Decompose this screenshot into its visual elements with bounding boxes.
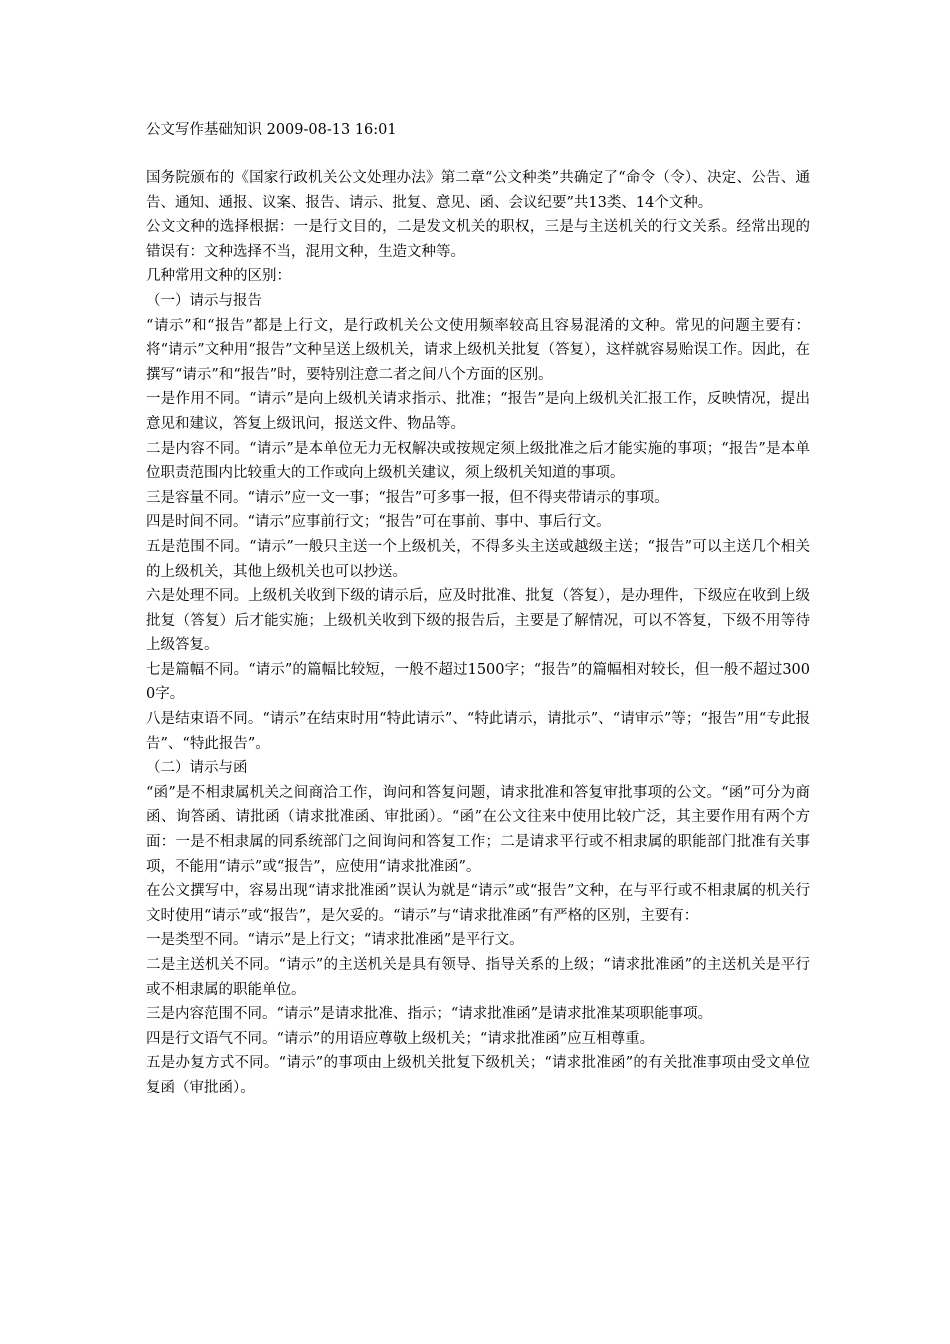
paragraph: “函”是不相隶属机关之间商洽工作，询问和答复问题，请求批准和答复审批事项的公文。“函”可分为商函、询答函、请批函（请求批准函、审批函）。“函”在公文往来中使用比较广泛，其主要作用有两个方面：一是不相隶属的同系统部门之间询问和答复工作；二是请求平行或不相隶属的职能部门批准有关事项，不能用“请示”或“报告”，应使用“请求批准函”。 (146, 784, 810, 875)
paragraph: 八是结束语不同。“请示”在结束时用“特此请示”、“特此请示，请批示”、“请审示”等；“报告”用“专此报告”、“特此报告”。 (146, 711, 810, 752)
paragraph: 四是时间不同。“请示”应事前行文；“报告”可在事前、事中、事后行文。 (146, 514, 611, 531)
paragraph: 二是主送机关不同。“请示”的主送机关是具有领导、指导关系的上级；“请求批准函”的主送机关是平行或不相隶属的职能单位。 (146, 957, 810, 998)
paragraph: 在公文撰写中，容易出现“请求批准函”误认为就是“请示”或“报告”文种，在与平行或不相隶属的机关行文时使用“请示”或“报告”，是欠妥的。“请示”与“请求批准函”有严格的区别，主要有： (146, 883, 810, 924)
document-body (146, 166, 810, 1101)
paragraph: 六是处理不同。上级机关收到下级的请示后，应及时批准、批复（答复），是办理件，下级应在收到上级批复（答复）后才能实施；上级机关收到下级的报告后，主要是了解情况，可以不答复，下级不用等待上级答复。 (146, 588, 810, 654)
document-title: 公文写作基础知识 2009-08-13 16:01 (146, 122, 397, 138)
paragraph: 三是容量不同。“请示”应一文一事；“报告”可多事一报，但不得夹带请示的事项。 (146, 489, 669, 506)
paragraph: 国务院颁布的《国家行政机关公文处理办法》第二章“公文种类”共确定了“命令（令）、决定、公告、通告、通知、通报、议案、报告、请示、批复、意见、函、会议纪要”共13类、14个文种。 (146, 170, 810, 211)
paragraph: “请示”和“报告”都是上行文，是行政机关公文使用频率较高且容易混淆的文种。常见的问题主要有：将“请示”文种用“报告”文种呈送上级机关，请求上级机关批复（答复），这样就容易贻误工作。因此，在撰写“请示”和“报告”时，要特别注意二者之间八个方面的区别。 (146, 317, 810, 383)
paragraph: 三是内容范围不同。“请示”是请求批准、指示；“请求批准函”是请求批准某项职能事项。 (146, 1006, 713, 1023)
paragraph: 一是类型不同。“请示”是上行文；“请求批准函”是平行文。 (146, 932, 524, 949)
paragraph: 四是行文语气不同。“请示”的用语应尊敬上级机关；“请求批准函”应互相尊重。 (146, 1030, 655, 1047)
paragraph: 一是作用不同。“请示”是向上级机关请求指示、批准；“报告”是向上级机关汇报工作，反映情况，提出意见和建议，答复上级讯问，报送文件、物品等。 (146, 391, 810, 432)
paragraph: 七是篇幅不同。“请示”的篇幅比较短，一般不超过1500字；“报告”的篇幅相对较长，但一般不超过3000字。 (146, 661, 810, 703)
paragraph: 几种常用文种的区别： (146, 268, 291, 285)
paragraph: 五是办复方式不同。“请示”的事项由上级机关批复下级机关；“请求批准函”的有关批准事项由受文单位复函（审批函）。 (146, 1055, 810, 1096)
section-heading: （一）请示与报告 (146, 292, 262, 309)
paragraph: 二是内容不同。“请示”是本单位无力无权解决或按规定须上级批准之后才能实施的事项；“报告”是本单位职责范围内比较重大的工作或向上级机关建议，须上级机关知道的事项。 (146, 440, 810, 482)
paragraph: 公文文种的选择根据：一是行文目的，二是发文机关的职权，三是与主送机关的行文关系。经常出现的错误有：文种选择不当，混用文种，生造文种等。 (146, 219, 810, 260)
paragraph: 五是范围不同。“请示”一般只主送一个上级机关，不得多头主送或越级主送；“报告”可以主送几个相关的上级机关，其他上级机关也可以抄送。 (146, 538, 810, 580)
document-page (146, 118, 810, 1101)
section-heading: （二）请示与函 (146, 760, 248, 777)
